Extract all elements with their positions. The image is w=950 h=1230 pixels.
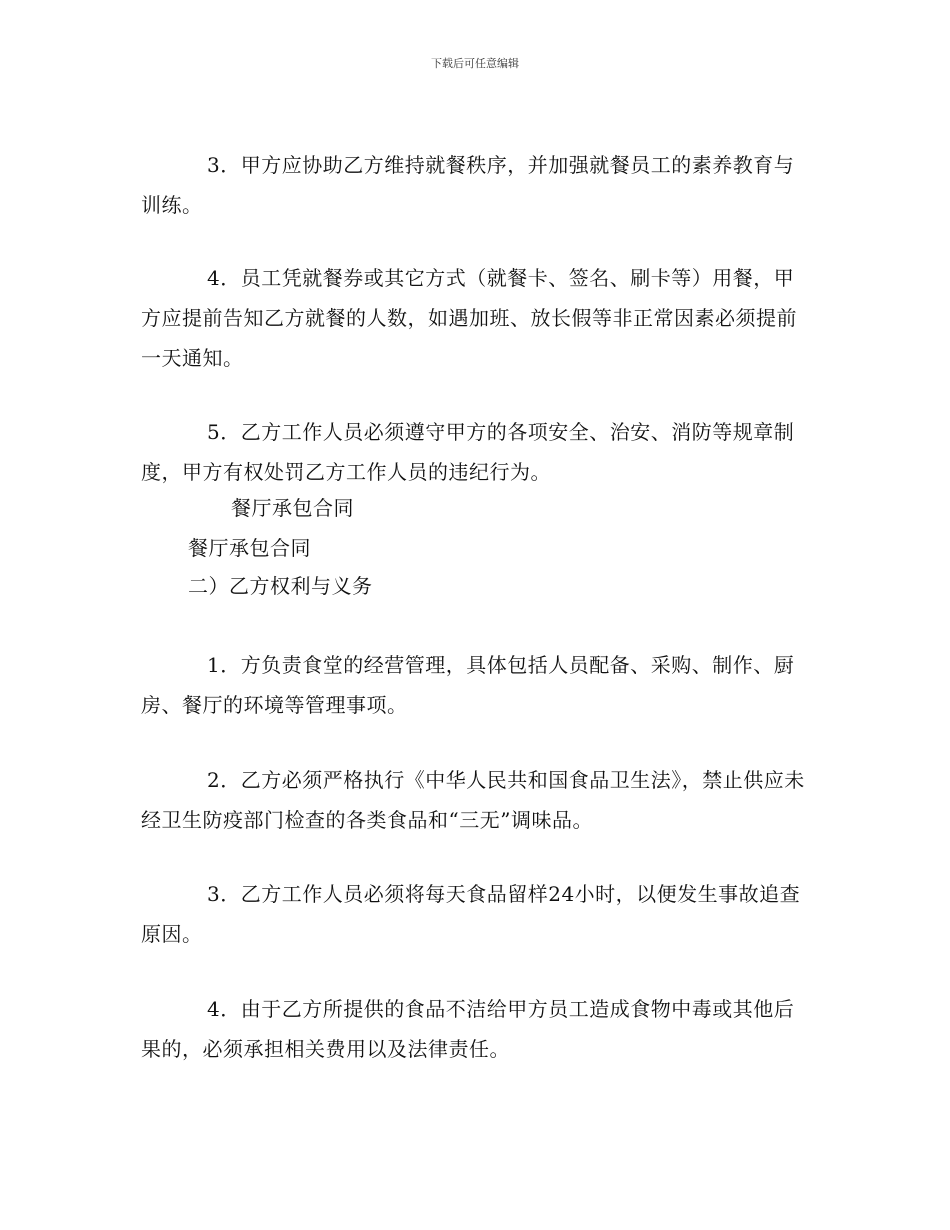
paragraph-5: 2．乙方必须严格执行《中华人民共和国食品卫生法》，禁止供应未经卫生防疫部门检查的各类食品和“三无”调味品。	[141, 768, 805, 832]
contract-title-a: 餐厅承包合同	[231, 496, 354, 520]
page-header: 下载后可任意编辑	[431, 57, 519, 70]
section-heading: 二）乙方权利与义务	[188, 574, 373, 598]
paragraph-2: 4．员工凭就餐券或其它方式（就餐卡、签名、刷卡等）用餐，甲方应提前告知乙方就餐的人数，如遇加班、放长假等非正常因素必须提前一天通知。	[141, 266, 797, 370]
paragraph-6: 3．乙方工作人员必须将每天食品留样24小时，以便发生事故追查原因。	[141, 882, 801, 946]
paragraph-4: 1．方负责食堂的经营管理，具体包括人员配备、采购、制作、厨房、餐厅的环境等管理事项。	[141, 653, 795, 717]
paragraph-3: 5．乙方工作人员必须遵守甲方的各项安全、治安、消防等规章制度，甲方有权处罚乙方工作人员的违纪行为。	[141, 420, 795, 484]
contract-title-b: 餐厅承包合同	[188, 536, 311, 560]
paragraph-1: 3．甲方应协助乙方维持就餐秩序，并加强就餐员工的素养教育与训练。	[141, 153, 795, 217]
paragraph-7: 4．由于乙方所提供的食品不洁给甲方员工造成食物中毒或其他后果的，必须承担相关费用以及法律责任。	[141, 997, 795, 1061]
